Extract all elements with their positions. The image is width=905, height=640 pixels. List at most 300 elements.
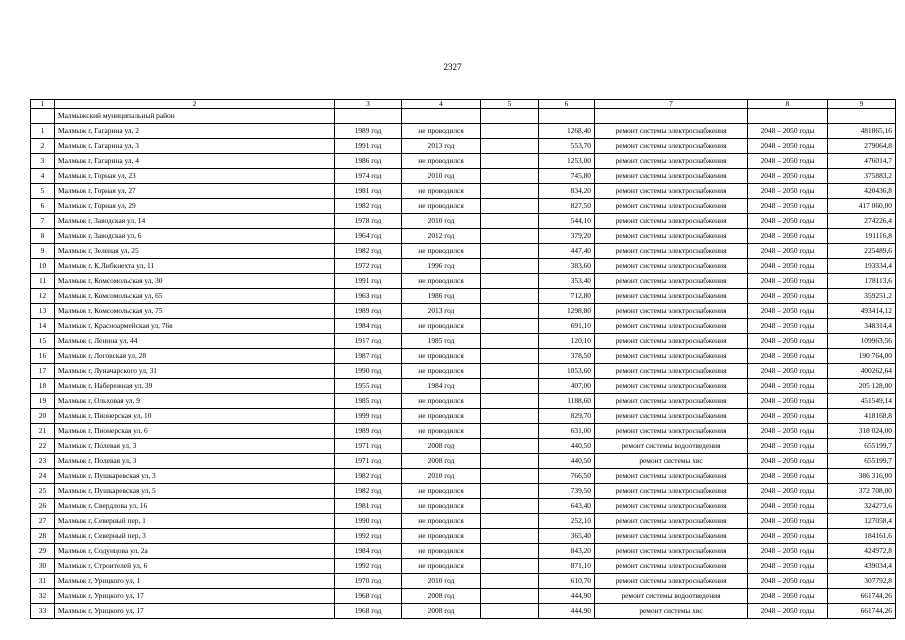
column-number: 6 xyxy=(539,100,595,109)
row-number-cell: 31 xyxy=(31,574,55,589)
cost-cell: 359251,2 xyxy=(828,289,896,304)
address-cell: Малмыж г, Полевая ул, 3 xyxy=(55,439,335,454)
area-cell: 440,50 xyxy=(539,454,595,469)
empty-cell xyxy=(402,109,481,124)
last-repair-year-cell: 1985 год xyxy=(402,334,481,349)
repair-period-cell: 2048 – 2050 годы xyxy=(748,499,828,514)
row-number-cell: 13 xyxy=(31,304,55,319)
row-number-cell: 1 xyxy=(31,124,55,139)
last-repair-year-cell: 1984 год xyxy=(402,379,481,394)
last-repair-year-cell: не проводился xyxy=(402,409,481,424)
construction-year-cell: 1991 год xyxy=(335,274,402,289)
column-number: 7 xyxy=(595,100,748,109)
construction-year-cell: 1989 год xyxy=(335,424,402,439)
cost-cell: 372 708,00 xyxy=(828,484,896,499)
address-cell: Малмыж г, Заводская ул, 14 xyxy=(55,214,335,229)
area-cell: 829,70 xyxy=(539,409,595,424)
area-cell: 444,90 xyxy=(539,589,595,604)
construction-year-cell: 1984 год xyxy=(335,544,402,559)
table-row xyxy=(31,229,896,244)
repair-period-cell: 2048 – 2050 годы xyxy=(748,334,828,349)
construction-year-cell: 1968 год xyxy=(335,604,402,619)
work-type-cell: ремонт системы электроснабжения xyxy=(595,334,748,349)
column-5-cell xyxy=(481,364,539,379)
column-number: 4 xyxy=(402,100,481,109)
last-repair-year-cell: 1996 год xyxy=(402,259,481,274)
cost-cell: 109963,56 xyxy=(828,334,896,349)
construction-year-cell: 1917 год xyxy=(335,334,402,349)
repair-period-cell: 2048 – 2050 годы xyxy=(748,409,828,424)
table-row xyxy=(31,169,896,184)
area-cell: 631,00 xyxy=(539,424,595,439)
work-type-cell: ремонт системы электроснабжения xyxy=(595,319,748,334)
construction-year-cell: 1972 год xyxy=(335,259,402,274)
column-5-cell xyxy=(481,439,539,454)
construction-year-cell: 1984 год xyxy=(335,319,402,334)
cost-cell: 451549,14 xyxy=(828,394,896,409)
last-repair-year-cell: 2008 год xyxy=(402,604,481,619)
cost-cell: 418168,8 xyxy=(828,409,896,424)
work-type-cell: ремонт системы электроснабжения xyxy=(595,349,748,364)
cost-cell: 655199,7 xyxy=(828,454,896,469)
area-cell: 440,50 xyxy=(539,439,595,454)
address-cell: Малмыж г, Комсомольская ул, 30 xyxy=(55,274,335,289)
repair-period-cell: 2048 – 2050 годы xyxy=(748,559,828,574)
work-type-cell: ремонт системы электроснабжения xyxy=(595,379,748,394)
work-type-cell: ремонт системы электроснабжения xyxy=(595,499,748,514)
column-5-cell xyxy=(481,469,539,484)
address-cell: Малмыж г, Пушкаревская ул, 3 xyxy=(55,469,335,484)
row-number-cell: 7 xyxy=(31,214,55,229)
last-repair-year-cell: 2013 год xyxy=(402,304,481,319)
row-number-cell: 23 xyxy=(31,454,55,469)
table-row xyxy=(31,529,896,544)
construction-year-cell: 1981 год xyxy=(335,499,402,514)
address-cell: Малмыж г, Гагарина ул, 3 xyxy=(55,139,335,154)
address-cell: Малмыж г, Гагарина ул, 4 xyxy=(55,154,335,169)
row-number-cell: 17 xyxy=(31,364,55,379)
area-cell: 120,10 xyxy=(539,334,595,349)
repair-period-cell: 2048 – 2050 годы xyxy=(748,274,828,289)
column-5-cell xyxy=(481,214,539,229)
area-cell: 871,10 xyxy=(539,559,595,574)
repair-period-cell: 2048 – 2050 годы xyxy=(748,514,828,529)
area-cell: 365,40 xyxy=(539,529,595,544)
address-cell: Малмыж г, Содунцова ул, 2а xyxy=(55,544,335,559)
construction-year-cell: 1982 год xyxy=(335,244,402,259)
column-5-cell xyxy=(481,184,539,199)
area-cell: 610,70 xyxy=(539,574,595,589)
cost-cell: 476014,7 xyxy=(828,154,896,169)
last-repair-year-cell: не проводился xyxy=(402,529,481,544)
table-row xyxy=(31,154,896,169)
area-cell: 379,20 xyxy=(539,229,595,244)
repair-period-cell: 2048 – 2050 годы xyxy=(748,379,828,394)
table-row xyxy=(31,439,896,454)
table-row xyxy=(31,304,896,319)
row-number-cell: 16 xyxy=(31,349,55,364)
last-repair-year-cell: 2013 год xyxy=(402,139,481,154)
work-type-cell: ремонт системы электроснабжения xyxy=(595,214,748,229)
empty-cell xyxy=(828,109,896,124)
last-repair-year-cell: не проводился xyxy=(402,319,481,334)
repair-period-cell: 2048 – 2050 годы xyxy=(748,439,828,454)
table-row xyxy=(31,199,896,214)
address-cell: Малмыж г, Полевая ул, 3 xyxy=(55,454,335,469)
column-number-row xyxy=(31,100,896,109)
work-type-cell: ремонт системы электроснабжения xyxy=(595,409,748,424)
repair-period-cell: 2048 – 2050 годы xyxy=(748,229,828,244)
column-5-cell xyxy=(481,394,539,409)
area-cell: 739,50 xyxy=(539,484,595,499)
construction-year-cell: 1974 год xyxy=(335,169,402,184)
column-5-cell xyxy=(481,154,539,169)
cost-cell: 184161,6 xyxy=(828,529,896,544)
address-cell: Малмыж г, Северный пер, 3 xyxy=(55,529,335,544)
table-row xyxy=(31,574,896,589)
row-number-cell: 32 xyxy=(31,589,55,604)
column-5-cell xyxy=(481,349,539,364)
address-cell: Малмыж г, Горная ул, 27 xyxy=(55,184,335,199)
work-type-cell: ремонт системы хвс xyxy=(595,604,748,619)
work-type-cell: ремонт системы электроснабжения xyxy=(595,199,748,214)
area-cell: 553,70 xyxy=(539,139,595,154)
construction-year-cell: 1990 год xyxy=(335,514,402,529)
address-cell: Малмыж г, Горная ул, 23 xyxy=(55,169,335,184)
area-cell: 378,50 xyxy=(539,349,595,364)
work-type-cell: ремонт системы водоотведения xyxy=(595,589,748,604)
row-number-cell: 6 xyxy=(31,199,55,214)
column-5-cell xyxy=(481,169,539,184)
last-repair-year-cell: не проводился xyxy=(402,484,481,499)
cost-cell: 274226,4 xyxy=(828,214,896,229)
row-number-cell: 5 xyxy=(31,184,55,199)
row-number-cell: 3 xyxy=(31,154,55,169)
work-type-cell: ремонт системы электроснабжения xyxy=(595,274,748,289)
cost-cell: 307792,8 xyxy=(828,574,896,589)
repair-period-cell: 2048 – 2050 годы xyxy=(748,469,828,484)
construction-year-cell: 1987 год xyxy=(335,349,402,364)
column-5-cell xyxy=(481,589,539,604)
district-name: Малмыжский муниципальный район xyxy=(55,109,335,124)
last-repair-year-cell: 2008 год xyxy=(402,439,481,454)
address-cell: Малмыж г, Северный пер, 1 xyxy=(55,514,335,529)
repair-period-cell: 2048 – 2050 годы xyxy=(748,424,828,439)
repair-period-cell: 2048 – 2050 годы xyxy=(748,289,828,304)
repair-period-cell: 2048 – 2050 годы xyxy=(748,184,828,199)
address-cell: Малмыж г, Зеленая ул, 25 xyxy=(55,244,335,259)
column-number: 1 xyxy=(31,100,55,109)
table-body xyxy=(31,100,896,619)
table-row xyxy=(31,349,896,364)
column-5-cell xyxy=(481,229,539,244)
row-number-cell: 14 xyxy=(31,319,55,334)
table-row xyxy=(31,499,896,514)
column-5-cell xyxy=(481,319,539,334)
cost-cell: 190 764,00 xyxy=(828,349,896,364)
work-type-cell: ремонт системы электроснабжения xyxy=(595,484,748,499)
repair-period-cell: 2048 – 2050 годы xyxy=(748,154,828,169)
row-number-cell: 24 xyxy=(31,469,55,484)
cost-cell: 205 128,00 xyxy=(828,379,896,394)
work-type-cell: ремонт системы электроснабжения xyxy=(595,244,748,259)
construction-year-cell: 1982 год xyxy=(335,199,402,214)
area-cell: 843,20 xyxy=(539,544,595,559)
column-5-cell xyxy=(481,124,539,139)
work-type-cell: ремонт системы электроснабжения xyxy=(595,259,748,274)
repair-period-cell: 2048 – 2050 годы xyxy=(748,604,828,619)
column-5-cell xyxy=(481,544,539,559)
last-repair-year-cell: 2010 год xyxy=(402,214,481,229)
column-5-cell xyxy=(481,424,539,439)
area-cell: 827,50 xyxy=(539,199,595,214)
area-cell: 444,90 xyxy=(539,604,595,619)
last-repair-year-cell: не проводился xyxy=(402,184,481,199)
work-type-cell: ремонт системы электроснабжения xyxy=(595,154,748,169)
construction-year-cell: 1991 год xyxy=(335,139,402,154)
column-number: 2 xyxy=(55,100,335,109)
empty-cell xyxy=(539,109,595,124)
repair-period-cell: 2048 – 2050 годы xyxy=(748,214,828,229)
column-5-cell xyxy=(481,574,539,589)
table-row xyxy=(31,274,896,289)
column-5-cell xyxy=(481,409,539,424)
area-cell: 353,40 xyxy=(539,274,595,289)
row-number-cell: 4 xyxy=(31,169,55,184)
address-cell: Малмыж г, Горная ул, 29 xyxy=(55,199,335,214)
work-type-cell: ремонт системы электроснабжения xyxy=(595,544,748,559)
table-row xyxy=(31,319,896,334)
address-cell: Малмыж г, Гагарина ул, 2 xyxy=(55,124,335,139)
address-cell: Малмыж г, Заводская ул, 6 xyxy=(55,229,335,244)
construction-year-cell: 1968 год xyxy=(335,589,402,604)
column-number: 8 xyxy=(748,100,828,109)
work-type-cell: ремонт системы электроснабжения xyxy=(595,529,748,544)
cost-cell: 439034,4 xyxy=(828,559,896,574)
address-cell: Малмыж г, Свердлова ул, 16 xyxy=(55,499,335,514)
table-row xyxy=(31,289,896,304)
table-row xyxy=(31,424,896,439)
row-number-cell: 18 xyxy=(31,379,55,394)
area-cell: 1268,40 xyxy=(539,124,595,139)
repair-period-cell: 2048 – 2050 годы xyxy=(748,364,828,379)
column-5-cell xyxy=(481,484,539,499)
work-type-cell: ремонт системы электроснабжения xyxy=(595,559,748,574)
table-row xyxy=(31,214,896,229)
area-cell: 745,80 xyxy=(539,169,595,184)
column-5-cell xyxy=(481,304,539,319)
address-cell: Малмыж г, Урицкого ул, 17 xyxy=(55,604,335,619)
cost-cell: 127058,4 xyxy=(828,514,896,529)
last-repair-year-cell: не проводился xyxy=(402,424,481,439)
cost-cell: 655199,7 xyxy=(828,439,896,454)
address-cell: Малмыж г, Урицкого ул, 17 xyxy=(55,589,335,604)
work-type-cell: ремонт системы электроснабжения xyxy=(595,514,748,529)
work-type-cell: ремонт системы электроснабжения xyxy=(595,424,748,439)
construction-year-cell: 1971 год xyxy=(335,439,402,454)
repair-period-cell: 2048 – 2050 годы xyxy=(748,259,828,274)
last-repair-year-cell: 2010 год xyxy=(402,469,481,484)
area-cell: 1053,60 xyxy=(539,364,595,379)
row-number-cell: 19 xyxy=(31,394,55,409)
area-cell: 407,00 xyxy=(539,379,595,394)
repair-period-cell: 2048 – 2050 годы xyxy=(748,484,828,499)
table-row xyxy=(31,394,896,409)
repair-period-cell: 2048 – 2050 годы xyxy=(748,544,828,559)
construction-year-cell: 1971 год xyxy=(335,454,402,469)
last-repair-year-cell: 2010 год xyxy=(402,574,481,589)
last-repair-year-cell: не проводился xyxy=(402,349,481,364)
area-cell: 544,10 xyxy=(539,214,595,229)
cost-cell: 400262,64 xyxy=(828,364,896,379)
row-number-cell: 10 xyxy=(31,259,55,274)
construction-year-cell: 1978 год xyxy=(335,214,402,229)
area-cell: 383,60 xyxy=(539,259,595,274)
area-cell: 766,50 xyxy=(539,469,595,484)
table-row xyxy=(31,139,896,154)
last-repair-year-cell: не проводился xyxy=(402,499,481,514)
address-cell: Малмыж г, Красноармейская ул, 76в xyxy=(55,319,335,334)
column-5-cell xyxy=(481,259,539,274)
last-repair-year-cell: 2012 год xyxy=(402,229,481,244)
construction-year-cell: 1986 год xyxy=(335,154,402,169)
last-repair-year-cell: не проводился xyxy=(402,199,481,214)
table-row xyxy=(31,454,896,469)
column-5-cell xyxy=(481,529,539,544)
address-cell: Малмыж г, К.Либкнехта ул, 11 xyxy=(55,259,335,274)
cost-cell: 493414,12 xyxy=(828,304,896,319)
table-row xyxy=(31,334,896,349)
work-type-cell: ремонт системы электроснабжения xyxy=(595,304,748,319)
district-number-cell xyxy=(31,109,55,124)
address-cell: Малмыж г, Набережная ул, 39 xyxy=(55,379,335,394)
table-row xyxy=(31,484,896,499)
cost-cell: 178113,6 xyxy=(828,274,896,289)
row-number-cell: 27 xyxy=(31,514,55,529)
column-5-cell xyxy=(481,604,539,619)
empty-cell xyxy=(335,109,402,124)
construction-year-cell: 1964 год xyxy=(335,229,402,244)
row-number-cell: 33 xyxy=(31,604,55,619)
column-number: 9 xyxy=(828,100,896,109)
address-cell: Малмыж г, Комсомольская ул, 75 xyxy=(55,304,335,319)
area-cell: 834,20 xyxy=(539,184,595,199)
work-type-cell: ремонт системы электроснабжения xyxy=(595,139,748,154)
area-cell: 643,40 xyxy=(539,499,595,514)
row-number-cell: 21 xyxy=(31,424,55,439)
table-row xyxy=(31,469,896,484)
address-cell: Малмыж г, Пионерская ул, 6 xyxy=(55,424,335,439)
table-row xyxy=(31,379,896,394)
cost-cell: 424972,8 xyxy=(828,544,896,559)
work-type-cell: ремонт системы электроснабжения xyxy=(595,469,748,484)
repair-period-cell: 2048 – 2050 годы xyxy=(748,349,828,364)
column-5-cell xyxy=(481,199,539,214)
area-cell: 712,80 xyxy=(539,289,595,304)
table-row xyxy=(31,184,896,199)
cost-cell: 279064,8 xyxy=(828,139,896,154)
repair-period-cell: 2048 – 2050 годы xyxy=(748,574,828,589)
work-type-cell: ремонт системы хвс xyxy=(595,454,748,469)
last-repair-year-cell: не проводился xyxy=(402,394,481,409)
construction-year-cell: 1990 год xyxy=(335,364,402,379)
area-cell: 1188,60 xyxy=(539,394,595,409)
cost-cell: 191116,8 xyxy=(828,229,896,244)
cost-cell: 481865,16 xyxy=(828,124,896,139)
cost-cell: 348314,4 xyxy=(828,319,896,334)
row-number-cell: 9 xyxy=(31,244,55,259)
table-row xyxy=(31,364,896,379)
column-5-cell xyxy=(481,289,539,304)
construction-year-cell: 1999 год xyxy=(335,409,402,424)
address-cell: Малмыж г, Пушкаревская ул, 5 xyxy=(55,484,335,499)
column-number: 3 xyxy=(335,100,402,109)
last-repair-year-cell: не проводился xyxy=(402,544,481,559)
construction-year-cell: 1955 год xyxy=(335,379,402,394)
repair-period-cell: 2048 – 2050 годы xyxy=(748,319,828,334)
row-number-cell: 15 xyxy=(31,334,55,349)
empty-cell xyxy=(481,109,539,124)
column-5-cell xyxy=(481,379,539,394)
last-repair-year-cell: не проводился xyxy=(402,274,481,289)
row-number-cell: 30 xyxy=(31,559,55,574)
housing-repair-table xyxy=(30,99,896,619)
row-number-cell: 22 xyxy=(31,439,55,454)
table-row xyxy=(31,124,896,139)
construction-year-cell: 1982 год xyxy=(335,484,402,499)
work-type-cell: ремонт системы электроснабжения xyxy=(595,169,748,184)
table-row xyxy=(31,559,896,574)
table-row xyxy=(31,259,896,274)
column-5-cell xyxy=(481,454,539,469)
work-type-cell: ремонт системы электроснабжения xyxy=(595,574,748,589)
construction-year-cell: 1982 год xyxy=(335,469,402,484)
work-type-cell: ремонт системы электроснабжения xyxy=(595,364,748,379)
table-row xyxy=(31,544,896,559)
cost-cell: 324273,6 xyxy=(828,499,896,514)
construction-year-cell: 1992 год xyxy=(335,559,402,574)
construction-year-cell: 1981 год xyxy=(335,184,402,199)
repair-period-cell: 2048 – 2050 годы xyxy=(748,589,828,604)
cost-cell: 375883,2 xyxy=(828,169,896,184)
cost-cell: 661744,26 xyxy=(828,604,896,619)
last-repair-year-cell: не проводился xyxy=(402,124,481,139)
row-number-cell: 8 xyxy=(31,229,55,244)
last-repair-year-cell: 1986 год xyxy=(402,289,481,304)
address-cell: Малмыж г, Логовская ул, 28 xyxy=(55,349,335,364)
repair-period-cell: 2048 – 2050 годы xyxy=(748,139,828,154)
table-row xyxy=(31,409,896,424)
repair-period-cell: 2048 – 2050 годы xyxy=(748,244,828,259)
address-cell: Малмыж г, Строителей ул, 6 xyxy=(55,559,335,574)
last-repair-year-cell: не проводился xyxy=(402,559,481,574)
work-type-cell: ремонт системы электроснабжения xyxy=(595,289,748,304)
column-5-cell xyxy=(481,514,539,529)
repair-period-cell: 2048 – 2050 годы xyxy=(748,529,828,544)
repair-period-cell: 2048 – 2050 годы xyxy=(748,454,828,469)
construction-year-cell: 1970 год xyxy=(335,574,402,589)
construction-year-cell: 1992 год xyxy=(335,529,402,544)
table-row xyxy=(31,514,896,529)
work-type-cell: ремонт системы электроснабжения xyxy=(595,184,748,199)
last-repair-year-cell: 2008 год xyxy=(402,589,481,604)
construction-year-cell: 1989 год xyxy=(335,304,402,319)
area-cell: 691,10 xyxy=(539,319,595,334)
row-number-cell: 11 xyxy=(31,274,55,289)
area-cell: 252,10 xyxy=(539,514,595,529)
column-5-cell xyxy=(481,499,539,514)
construction-year-cell: 1985 год xyxy=(335,394,402,409)
